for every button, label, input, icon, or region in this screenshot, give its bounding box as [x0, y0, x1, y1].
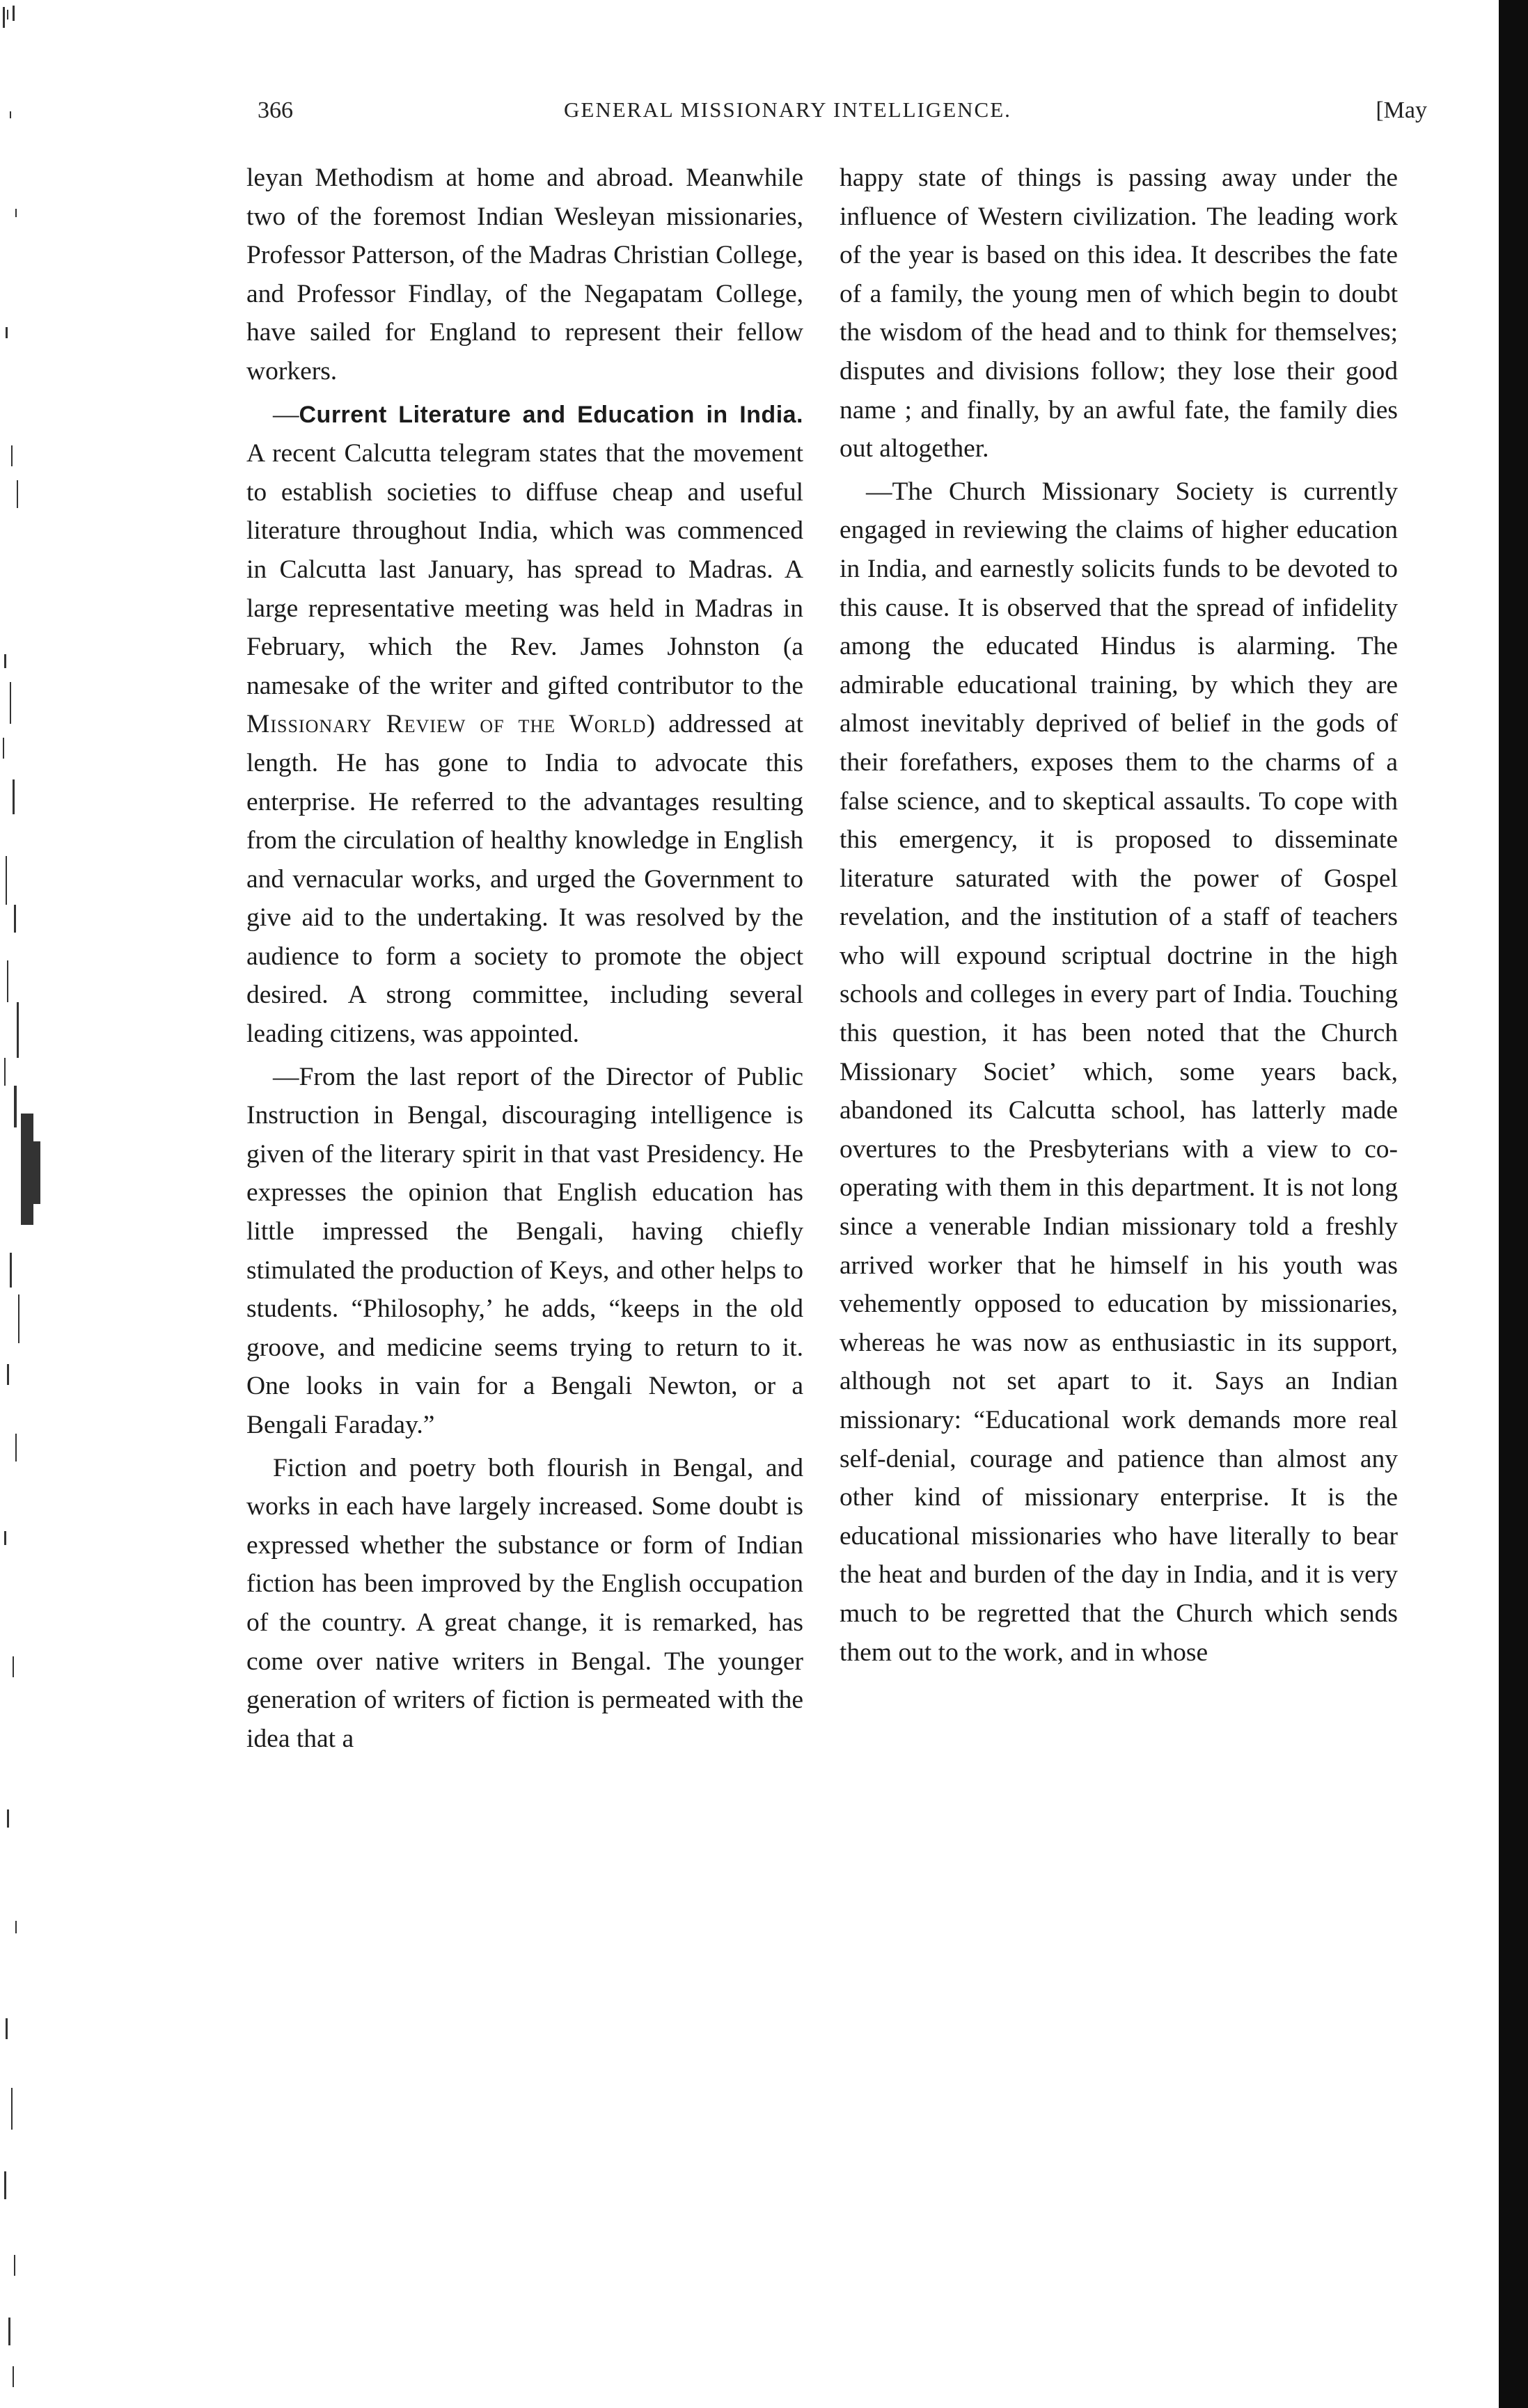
paragraph — [246, 395, 803, 1054]
paragraph-text: A recent Calcutta telegram states that the movement to establish societies to diffuse cheap and useful literature throughout India, which was commenced in Calcutta last January, has spread to Madras. A large representative meeting was held in Madras in February, which the Rev. James Johnston (a namesake of the writer and gifted contributor to the — [246, 439, 803, 700]
page-number: 366 — [258, 97, 293, 123]
page-header — [258, 97, 1427, 139]
em-dash: — — [273, 399, 299, 429]
page-binding-shadow — [1499, 0, 1528, 2408]
running-title: GENERAL MISSIONARY INTELLIGENCE. — [564, 97, 1011, 122]
paragraph: leyan Methodism at home and abroad. Meanwhile two of the foremost Indian Wesleyan missionaries, Professor Patterson, of the Madras Christian College, and Professor Findlay, of the Negapatam College, have sailed for England to represent their fellow workers. — [246, 164, 803, 386]
paragraph: Fiction and poetry both flourish in Bengal, and works in each have largely increased. Some doubt is expressed whether the substance or form of Indian fiction has been improved by the English occupation of the country. A great change, it is remarked, has come over native writers in Bengal. The younger generation of writers of fiction is permeated with the idea that a — [246, 1453, 803, 1753]
header-month: [May — [1376, 97, 1427, 123]
paragraph-text: ) addressed at length. He has gone to India to advocate this enterprise. He referred to the advantages resulting from the circulation of healthy knowledge in English and vernacular works, and urged the Government to give aid to the undertaking. It was resolved by the audience to form a society to promote the object desired. A strong committee, including several leading citizens, was appointed. — [246, 710, 803, 1049]
section-heading: Current Literature and Education in India. — [299, 401, 803, 428]
scan-edge-marks — [0, 0, 63, 2408]
left-column — [246, 159, 803, 1762]
paragraph: —From the last report of the Director of Public Instruction in Bengal, discouraging intelligence is given of the literary spirit in that vast Presidency. He expresses the opinion that English education has little impressed the Bengali, having chiefly stimulated the production of Keys, and other helps to students. “Philosophy,’ he adds, “keeps in the old groove, and medicine seems trying to return to it. One looks in vain for a Bengali Newton, or a Bengali Faraday.” — [246, 1062, 803, 1439]
paragraph: happy state of things is passing away under the influence of Western civilization. The leading work of the year is based on this idea. It describes the fate of a family, the young men of which begin to doubt the wisdom of the head and to think for themselves; disputes and divisions follow; they lose their good name ; and finally, by an awful fate, the family dies out altogether. — [840, 164, 1398, 464]
right-column — [840, 159, 1398, 1676]
publication-name: Missionary Review of the World — [246, 710, 647, 739]
paragraph: —The Church Missionary Society is currently engaged in reviewing the claims of higher education in India, and earnestly solicits funds to be devoted to this cause. It is observed that the spread of infidelity among the educated Hindus is alarming. The admirable educational training, by which they are almost inevitably deprived of belief in the gods of their forefathers, exposes them to the charms of a false science, and to skeptical assaults. To cope with this emergency, it is proposed to disseminate literature saturated with the power of Gospel revelation, and the institution of a staff of teachers who will expound scriptual doctrine in the high schools and colleges in every part of India. Touching this question, it has been noted that the Church Missionary Societʼ which, some years back, abandoned its Calcutta school, has latterly made overtures to the Presbyterians with a view to co-operating with them in this department. It is not long since a venerable Indian missionary told a freshly arrived worker that he himself in his youth was vehemently opposed to education by missionaries, whereas he was now as enthusiastic in its support, although not set apart to it. Says an Indian missionary: “Educational work demands more real self-denial, courage and patience than almost any other kind of missionary enterprise. It is the educational missionaries who have literally to bear the heat and burden of the day in India, and it is very much to be regretted that the Church which sends them out to the work, and in whose — [840, 477, 1398, 1667]
